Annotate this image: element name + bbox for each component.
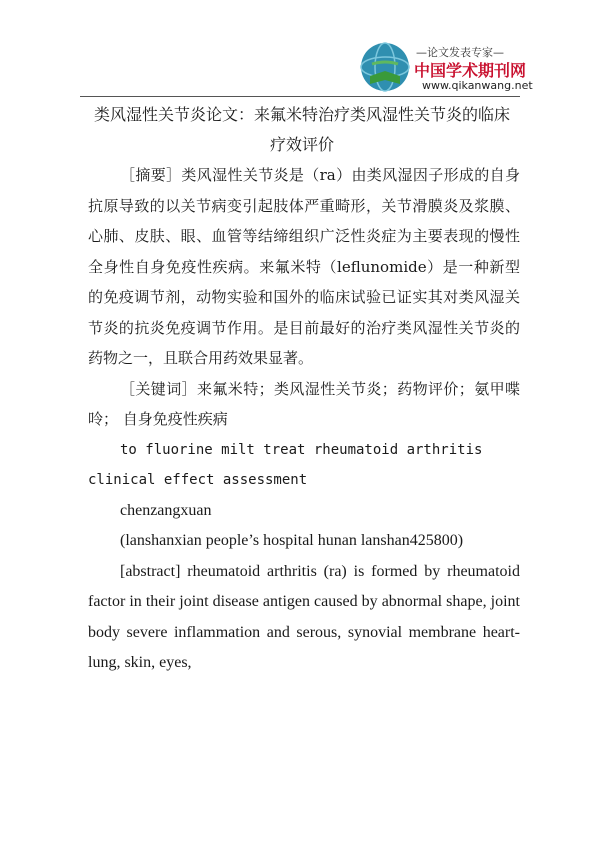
globe-book-icon (360, 42, 410, 92)
logo-name: 中国学术期刊网 (414, 61, 527, 80)
header-divider (80, 96, 520, 97)
keywords-cn: ［关键词］来氟米特；类风湿性关节炎；药物评价；氨甲喋呤； 自身免疫性疾病 (88, 379, 520, 428)
affiliation-en: (lanshanxian people’s hospital hunan lanshan425800) (120, 532, 464, 549)
title-en: to fluorine milt treat rheumatoid arthritis clinical effect assessment (88, 441, 483, 488)
logo-url: www.qikanwang.net (422, 79, 533, 92)
author-en: chenzangxuan (120, 501, 212, 519)
logo-tagline: —论文发表专家— (416, 46, 504, 59)
site-logo[interactable] (360, 42, 533, 96)
abstract-en: [abstract] rheumatoid arthritis (ra) is formed by rheumatoid factor in their joint disease antigen caused by abnormal shape, joint body severe inflammation and serous, synovial membrane heart-lung, skin, eyes, (88, 562, 520, 671)
abstract-cn: ［摘要］类风湿性关节炎是（ra）由类风湿因子形成的自身抗原导致的以关节病变引起肢体严重畸形，关节滑膜炎及浆膜、心肺、皮肤、眼、血管等结缔组织广泛性炎症为主要表现的慢性全身性自身免疫性疾病。来氟米特（leflunomide）是一种新型的免疫调节剂，动物实验和国外的临床试验已证实其对类风湿关节炎的抗炎免疫调节作用。是目前最好的治疗类风湿性关节炎的药物之一，且联合用药效果显著。 (88, 166, 520, 367)
document-title: 类风湿性关节炎论文：来氟米特治疗类风湿性关节炎的临床疗效评价 (93, 105, 510, 154)
document-body (88, 160, 520, 679)
